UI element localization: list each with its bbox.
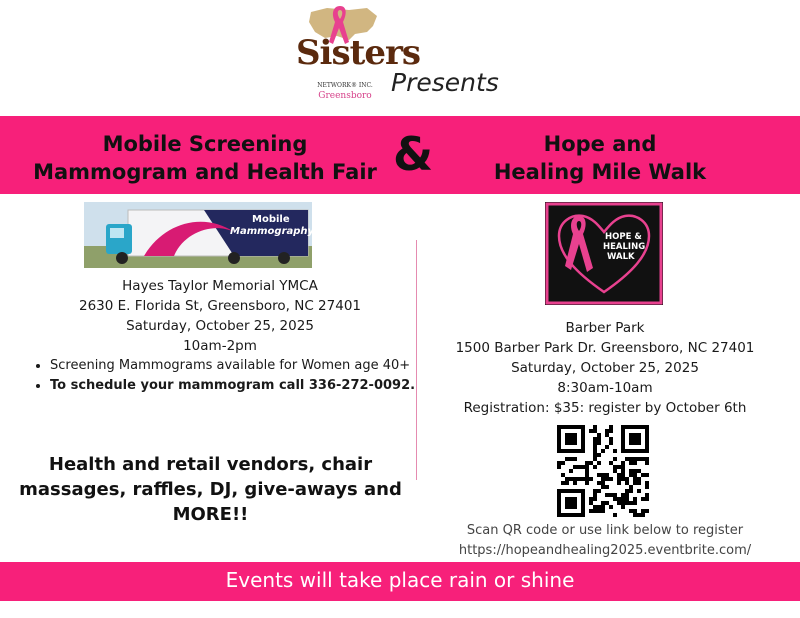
walk-venue-details — [430, 318, 780, 418]
footer-rain-or-shine: Events will take place rain or shine — [225, 568, 575, 592]
truck-banner-text-2: Mammography — [230, 226, 312, 237]
truck-banner-text-1: Mobile — [252, 214, 290, 225]
walk-event-title — [440, 130, 760, 186]
screening-venue-name: Hayes Taylor Memorial YMCA — [122, 278, 318, 294]
walk-time: 8:30am-10am — [557, 380, 653, 396]
logo-network-text: NETWORK® INC. — [317, 82, 373, 89]
screening-title-line-2: Mammogram and Health Fair — [33, 160, 377, 184]
walk-logo-line-3: WALK — [607, 252, 635, 262]
walk-venue-address: 1500 Barber Park Dr. Greensboro, NC 27401 — [455, 340, 755, 356]
walk-date: Saturday, October 25, 2025 — [511, 360, 699, 376]
walk-logo-line-2: HEALING — [603, 242, 646, 252]
vendors-highlight: Health and retail vendors, chair massages, raffles, DJ, give-aways and MORE!! — [19, 454, 402, 525]
screening-venue-address: 2630 E. Florida St, Greensboro, NC 27401 — [78, 298, 362, 314]
screening-info-list — [24, 356, 420, 396]
registration-link[interactable]: https://hopeandhealing2025.eventbrite.com/ — [458, 543, 752, 558]
logo-wordmark: Sisters — [296, 33, 421, 73]
walk-title-line-2: Healing Mile Walk — [493, 160, 707, 184]
screening-event-title — [0, 130, 410, 186]
list-item: • Screening Mammograms available for Women age 40+ — [50, 356, 420, 376]
screening-venue-details — [30, 276, 410, 356]
walk-registration: Registration: $35: register by October 6th — [463, 400, 747, 416]
scan-instructions: Scan QR code or use link below to register — [466, 523, 744, 538]
screening-title-line-1: Mobile Screening — [102, 132, 308, 156]
qr-code-icon[interactable] — [557, 425, 649, 517]
mobile-mammography-truck-image — [84, 202, 312, 268]
screening-date: Saturday, October 25, 2025 — [126, 318, 314, 334]
presents-heading: Presents — [391, 68, 499, 97]
walk-logo-line-1: HOPE & — [605, 232, 642, 242]
walk-venue-name: Barber Park — [565, 320, 645, 336]
logo-city-text: Greensboro — [318, 91, 372, 101]
ampersand: & — [392, 127, 434, 181]
hope-healing-walk-logo — [545, 202, 663, 305]
walk-title-line-1: Hope and — [543, 132, 657, 156]
screening-time: 10am-2pm — [183, 338, 257, 354]
list-item: • To schedule your mammogram call 336-272-0092. — [50, 376, 420, 396]
registration-info — [430, 521, 780, 561]
